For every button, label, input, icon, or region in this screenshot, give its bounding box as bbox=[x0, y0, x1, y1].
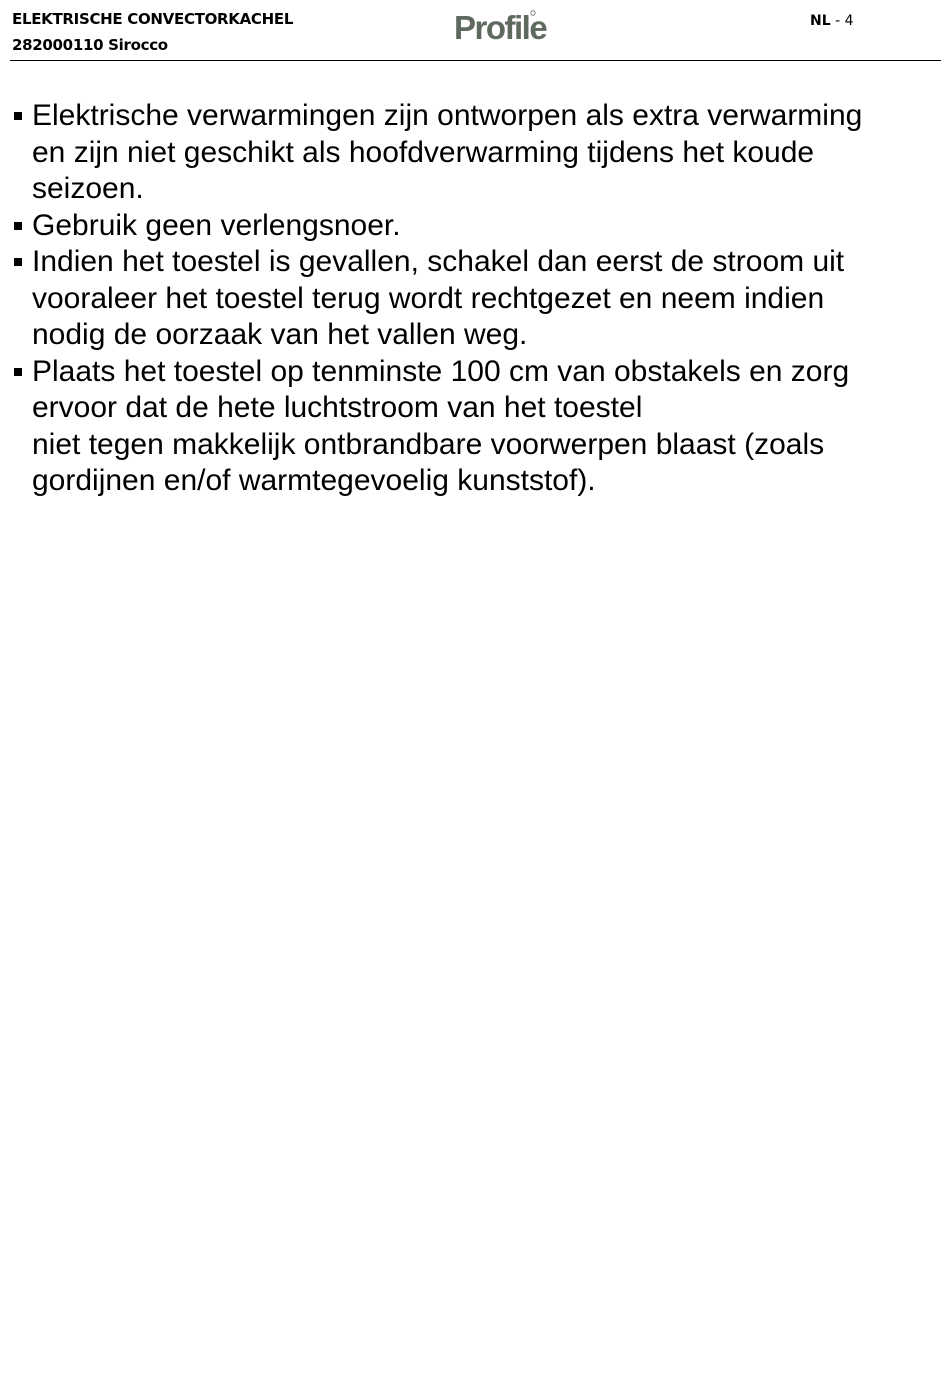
page-header bbox=[0, 0, 950, 62]
square-bullet-icon bbox=[14, 222, 22, 230]
profile-logo-icon bbox=[453, 8, 565, 48]
list-item bbox=[14, 98, 934, 208]
brand-wordmark: Profile bbox=[454, 9, 547, 46]
header-divider bbox=[10, 60, 941, 61]
document-title: ELEKTRISCHE CONVECTORKACHEL bbox=[12, 10, 294, 28]
brand-logo bbox=[453, 8, 565, 48]
list-item-text: Elektrische verwarmingen zijn ontworpen als extra verwarming en zijn niet geschikt als hoofdverwarming tijdens het koude seizoen. bbox=[32, 99, 863, 205]
square-bullet-icon bbox=[14, 258, 22, 266]
list-item bbox=[14, 354, 934, 500]
square-bullet-icon bbox=[14, 112, 22, 120]
page-index: 4 bbox=[844, 13, 854, 29]
page-separator: - bbox=[830, 13, 845, 29]
product-model: 282000110 Sirocco bbox=[12, 36, 168, 54]
square-bullet-icon bbox=[14, 368, 22, 376]
list-item-text: Indien het toestel is gevallen, schakel dan eerst de stroom uit vooraleer het toestel terug wordt rechtgezet en neem indien nodig de oorzaak van het vallen weg. bbox=[32, 245, 845, 351]
page-language: NL bbox=[810, 13, 831, 29]
safety-bullet-list bbox=[14, 98, 934, 500]
list-item-text: Gebruik geen verlengsnoer. bbox=[32, 208, 401, 242]
page-number bbox=[810, 12, 854, 30]
page-content bbox=[14, 98, 934, 500]
list-item bbox=[14, 208, 934, 245]
list-item-text: Plaats het toestel op tenminste 100 cm van obstakels en zorg ervoor dat de hete luchtstroom van het toestel niet tegen makkelijk ontbrandbare voorwerpen blaast (zoals gordijnen en/of warmtegevoelig kunststof). bbox=[32, 354, 850, 497]
list-item bbox=[14, 244, 934, 354]
